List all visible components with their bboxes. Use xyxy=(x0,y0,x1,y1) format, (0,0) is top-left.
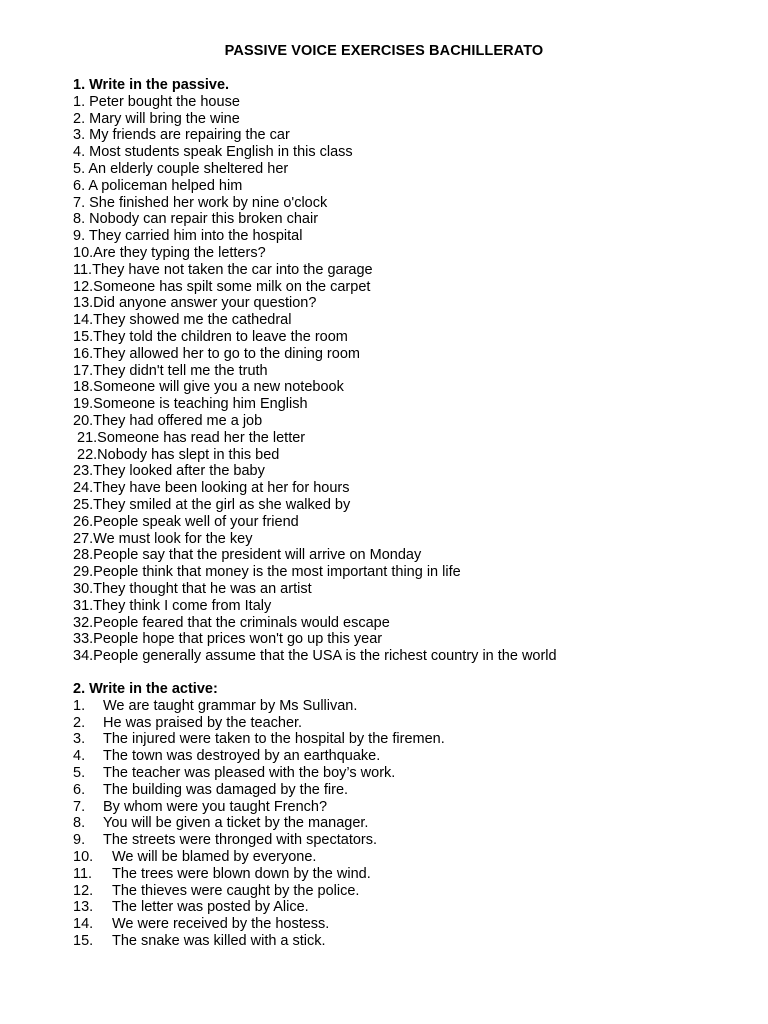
list-item: 33.People hope that prices won't go up this year xyxy=(73,631,383,648)
list-item xyxy=(73,832,733,849)
item-text: We are taught grammar by Ms Sullivan. xyxy=(103,697,358,714)
list-item xyxy=(73,731,733,748)
list-item xyxy=(73,715,733,732)
list-item: 7. She finished her work by nine o'clock xyxy=(73,194,328,211)
item-text: The town was destroyed by an earthquake. xyxy=(103,748,381,765)
section-heading: 2. Write in the active: xyxy=(73,681,218,697)
page-title: PASSIVE VOICE EXERCISES BACHILLERATO xyxy=(224,43,544,59)
section-write-in-active xyxy=(73,681,733,950)
item-number: 5. xyxy=(73,764,86,781)
list-item: 12.Someone has spilt some milk on the carpet xyxy=(73,278,371,295)
item-number: 14. xyxy=(73,916,94,933)
list-item-indented xyxy=(73,430,733,447)
list-item: 25.They smiled at the girl as she walked by xyxy=(73,496,351,513)
list-item xyxy=(73,698,733,715)
item-number: 1. xyxy=(73,697,86,714)
item-number: 6. xyxy=(73,781,86,798)
list-item: 4. Most students speak English in this class xyxy=(73,144,353,161)
list-item-text: 21.Someone has read her the letter xyxy=(77,429,306,446)
list-item: 29.People think that money is the most important thing in life xyxy=(73,564,461,581)
item-text: The thieves were caught by the police. xyxy=(112,882,360,899)
item-text: You will be given a ticket by the manager. xyxy=(103,815,369,832)
exercise-list xyxy=(73,94,733,665)
item-number: 4. xyxy=(73,748,86,765)
list-item: 32.People feared that the criminals would escape xyxy=(73,614,390,631)
list-item: 14.They showed me the cathedral xyxy=(73,312,292,329)
list-item: 26.People speak well of your friend xyxy=(73,513,299,530)
item-text: By whom were you taught French? xyxy=(103,798,328,815)
list-item: 34.People generally assume that the USA is the richest country in the world xyxy=(73,648,557,665)
list-item: 11.They have not taken the car into the garage xyxy=(73,261,373,278)
list-item: 19.Someone is teaching him English xyxy=(73,396,308,413)
list-item: 23.They looked after the baby xyxy=(73,463,265,480)
item-number: 9. xyxy=(73,832,86,849)
item-number: 7. xyxy=(73,798,86,815)
list-item xyxy=(73,933,733,950)
item-text: The letter was posted by Alice. xyxy=(112,899,309,916)
item-number: 8. xyxy=(73,815,86,832)
list-item xyxy=(73,815,733,832)
list-item: 9. They carried him into the hospital xyxy=(73,228,303,245)
list-item: 2. Mary will bring the wine xyxy=(73,110,240,127)
list-item: 20.They had offered me a job xyxy=(73,412,263,429)
section-heading: 1. Write in the passive. xyxy=(73,77,230,93)
list-item xyxy=(73,765,733,782)
list-item: 15.They told the children to leave the room xyxy=(73,328,348,345)
section-write-in-passive xyxy=(73,77,733,665)
item-text: We were received by the hostess. xyxy=(112,916,330,933)
list-item: 8. Nobody can repair this broken chair xyxy=(73,211,319,228)
list-item: 13.Did anyone answer your question? xyxy=(73,295,317,312)
item-text: The injured were taken to the hospital by the firemen. xyxy=(103,731,445,748)
list-item: 6. A policeman helped him xyxy=(73,177,243,194)
exercise-list xyxy=(73,698,733,950)
list-item: 16.They allowed her to go to the dining room xyxy=(73,345,360,362)
list-item xyxy=(73,799,733,816)
item-text: The streets were thronged with spectators. xyxy=(103,832,378,849)
list-item: 10.Are they typing the letters? xyxy=(73,244,266,261)
list-item: 18.Someone will give you a new notebook xyxy=(73,379,344,396)
list-item xyxy=(73,916,733,933)
list-item: 30.They thought that he was an artist xyxy=(73,580,312,597)
item-number: 15. xyxy=(73,932,94,949)
item-number: 12. xyxy=(73,882,94,899)
item-number: 13. xyxy=(73,899,94,916)
item-number: 11. xyxy=(73,865,93,882)
list-item-indented xyxy=(73,447,733,464)
list-item: 3. My friends are repairing the car xyxy=(73,127,290,144)
list-item xyxy=(73,782,733,799)
item-text: The trees were blown down by the wind. xyxy=(112,865,371,882)
list-item: 31.They think I come from Italy xyxy=(73,597,272,614)
list-item xyxy=(73,748,733,765)
item-text: He was praised by the teacher. xyxy=(103,714,303,731)
list-item xyxy=(73,883,733,900)
list-item xyxy=(73,866,733,883)
list-item: 5. An elderly couple sheltered her xyxy=(73,160,289,177)
item-number: 3. xyxy=(73,731,86,748)
item-text: We will be blamed by everyone. xyxy=(112,848,317,865)
list-item-text: 22.Nobody has slept in this bed xyxy=(77,446,280,463)
list-item: 27.We must look for the key xyxy=(73,530,253,547)
list-item: 17.They didn't tell me the truth xyxy=(73,362,268,379)
item-text: The snake was killed with a stick. xyxy=(112,932,326,949)
item-text: The teacher was pleased with the boy’s work. xyxy=(103,764,396,781)
list-item xyxy=(73,899,733,916)
item-text: The building was damaged by the fire. xyxy=(103,781,349,798)
list-item: 28.People say that the president will arrive on Monday xyxy=(73,547,422,564)
list-item: 1. Peter bought the house xyxy=(73,93,240,110)
item-number: 10. xyxy=(73,848,94,865)
item-number: 2. xyxy=(73,714,86,731)
list-item xyxy=(73,849,733,866)
list-item: 24.They have been looking at her for hours xyxy=(73,480,350,497)
